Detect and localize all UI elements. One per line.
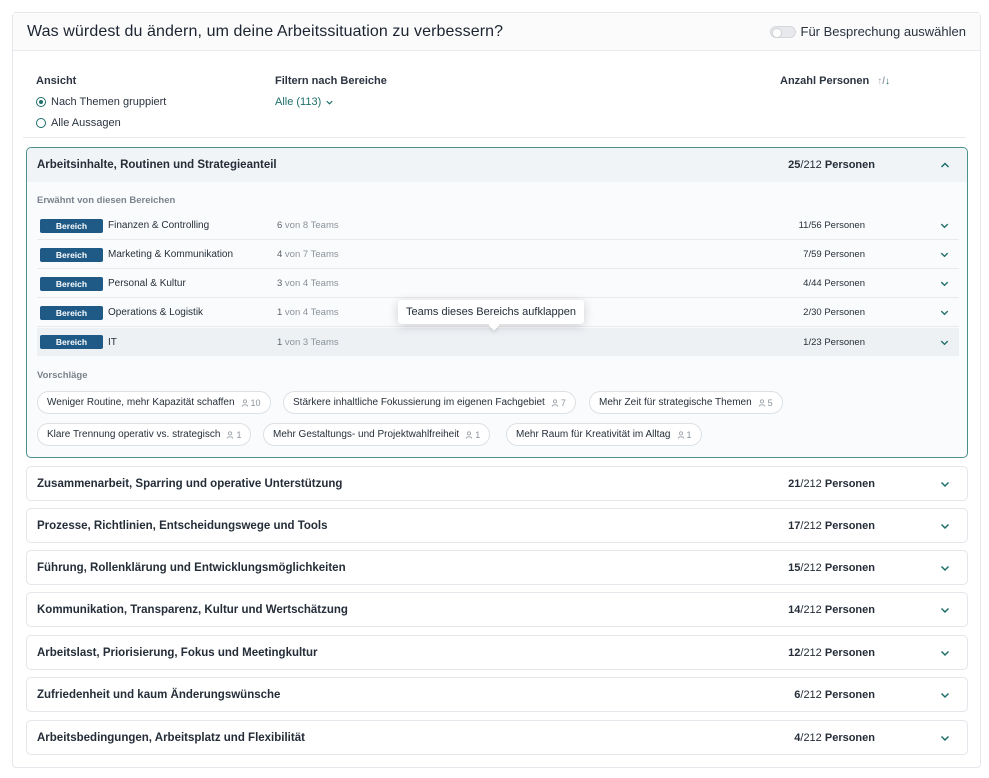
chevron-down-icon[interactable] <box>939 647 951 659</box>
toggle-switch[interactable] <box>770 26 796 38</box>
topic-group[interactable] <box>26 550 968 585</box>
suggestion-chip[interactable] <box>283 391 576 414</box>
sort-icon[interactable] <box>877 76 890 87</box>
department-name: Operations & Logistik <box>108 307 204 318</box>
topic-group-header[interactable] <box>27 509 967 542</box>
department-badge: Bereich <box>40 306 103 320</box>
topic-title: Führung, Rollenklärung und Entwicklungsmöglichkeiten <box>37 561 346 574</box>
topic-count: 25/212 Personen <box>788 159 875 171</box>
department-row[interactable] <box>37 270 959 298</box>
person-icon <box>551 399 559 407</box>
suggestion-text: Weniger Routine, mehr Kapazität schaffen <box>47 397 235 408</box>
chevron-down-icon[interactable] <box>939 307 950 318</box>
topic-title: Zusammenarbeit, Sparring und operative Unterstützung <box>37 477 343 490</box>
topic-title: Arbeitslast, Priorisierung, Fokus und Meetingkultur <box>37 646 318 659</box>
suggestion-text: Mehr Raum für Kreativität im Alltag <box>516 429 671 440</box>
department-person-count: 2/30 Personen <box>803 307 865 318</box>
discussion-toggle[interactable] <box>770 24 967 39</box>
question-title: Was würdest du ändern, um deine Arbeitssituation zu verbessern? <box>27 22 504 40</box>
topic-group[interactable] <box>26 677 968 712</box>
sort-up-icon: ↑ <box>877 75 883 87</box>
filter-value: Alle (113) <box>275 96 322 108</box>
topic-count: 21/212 Personen <box>788 477 875 490</box>
department-row[interactable] <box>37 241 959 269</box>
suggestion-text: Stärkere inhaltliche Fokussierung im eigenen Fachgebiet <box>293 397 545 408</box>
department-name: Finanzen & Controlling <box>108 220 210 231</box>
teams-count: 1 von 4 Teams <box>277 307 339 318</box>
chevron-down-icon[interactable] <box>939 278 950 289</box>
suggestion-chip[interactable] <box>263 423 490 446</box>
count-sort-header[interactable] <box>780 75 890 87</box>
tooltip: Teams dieses Bereichs aufklappen <box>398 300 584 324</box>
topic-count: 14/212 Personen <box>788 603 875 616</box>
department-name: Marketing & Kommunikation <box>108 249 234 260</box>
count-label: Anzahl Personen <box>780 75 870 87</box>
view-label: Ansicht <box>36 75 77 87</box>
person-icon <box>465 431 473 439</box>
teams-count: 1 von 3 Teams <box>277 336 339 348</box>
department-badge: Bereich <box>40 335 103 349</box>
suggestion-chip[interactable] <box>37 423 251 446</box>
view-option-label: Nach Themen gruppiert <box>51 96 167 108</box>
filter-label: Filtern nach Bereiche <box>275 75 387 87</box>
topic-group-header[interactable] <box>27 721 967 754</box>
person-count: 1 <box>465 430 480 440</box>
teams-count: 6 von 8 Teams <box>277 220 339 231</box>
topic-count: 17/212 Personen <box>788 519 875 532</box>
topic-group-header[interactable] <box>27 636 967 669</box>
topic-title: Arbeitsbedingungen, Arbeitsplatz und Flexibilität <box>37 731 305 744</box>
suggestion-text: Mehr Zeit für strategische Themen <box>599 397 752 408</box>
person-icon <box>241 399 249 407</box>
chevron-down-icon[interactable] <box>939 604 951 616</box>
chevron-down-icon[interactable] <box>939 478 951 490</box>
topic-group-header[interactable] <box>27 678 967 711</box>
mentioned-label: Erwähnt von diesen Bereichen <box>37 195 176 206</box>
topic-count: 6/212 Personen <box>794 688 875 701</box>
topic-group-header[interactable] <box>27 148 967 182</box>
department-person-count: 7/59 Personen <box>803 249 865 260</box>
chevron-down-icon[interactable] <box>939 732 951 744</box>
department-name: Personal & Kultur <box>108 278 186 289</box>
department-person-count: 4/44 Personen <box>803 278 865 289</box>
department-name: IT <box>108 336 117 348</box>
card-header <box>13 13 980 51</box>
department-badge: Bereich <box>40 277 103 291</box>
topic-group[interactable] <box>26 466 968 501</box>
topic-group[interactable] <box>26 592 968 627</box>
chevron-up-icon[interactable] <box>939 159 951 171</box>
chevron-down-icon[interactable] <box>939 520 951 532</box>
topic-count: 15/212 Personen <box>788 561 875 574</box>
topic-group-header[interactable] <box>27 467 967 500</box>
suggestion-chip[interactable] <box>37 391 271 414</box>
topic-group[interactable] <box>26 508 968 543</box>
person-icon <box>226 431 234 439</box>
topic-title: Arbeitsinhalte, Routinen und Strategieanteil <box>37 159 277 171</box>
chevron-down-icon <box>325 98 334 107</box>
controls-bar <box>23 60 953 129</box>
topic-count: 12/212 Personen <box>788 646 875 659</box>
topic-group[interactable] <box>26 635 968 670</box>
topic-title: Kommunikation, Transparenz, Kultur und Wertschätzung <box>37 603 348 616</box>
chevron-down-icon[interactable] <box>939 689 951 701</box>
topic-count: 4/212 Personen <box>794 731 875 744</box>
department-badge: Bereich <box>40 219 103 233</box>
chevron-down-icon[interactable] <box>939 220 950 231</box>
person-count: 1 <box>226 430 241 440</box>
sort-separator: / <box>882 75 886 87</box>
view-option-label: Alle Aussagen <box>51 117 121 129</box>
suggestion-chip[interactable] <box>589 391 783 414</box>
radio-icon[interactable] <box>36 118 46 128</box>
topic-title: Prozesse, Richtlinien, Entscheidungswege und Tools <box>37 519 328 532</box>
topic-group[interactable] <box>26 720 968 755</box>
department-badge: Bereich <box>40 248 103 262</box>
department-person-count: 1/23 Personen <box>803 336 865 348</box>
department-row[interactable] <box>37 212 959 240</box>
suggestion-chip[interactable] <box>506 423 702 446</box>
teams-count: 3 von 4 Teams <box>277 278 339 289</box>
view-option-grouped[interactable] <box>36 96 166 108</box>
controls-divider <box>23 137 966 138</box>
radio-selected-icon[interactable] <box>36 97 46 107</box>
person-count: 1 <box>677 430 692 440</box>
teams-count: 4 von 7 Teams <box>277 249 339 260</box>
suggestions-label: Vorschläge <box>37 370 88 381</box>
topic-title: Zufriedenheit und kaum Änderungswünsche <box>37 688 281 701</box>
filter-dropdown[interactable] <box>275 96 334 108</box>
toggle-label: Für Besprechung auswählen <box>800 24 966 39</box>
person-count: 5 <box>758 398 773 408</box>
department-row[interactable] <box>37 328 959 356</box>
person-icon <box>677 431 685 439</box>
chevron-down-icon[interactable] <box>939 249 950 260</box>
person-count: 10 <box>241 398 261 408</box>
chevron-down-icon[interactable] <box>939 337 950 348</box>
person-icon <box>758 399 766 407</box>
suggestion-text: Mehr Gestaltungs- und Projektwahlfreiheit <box>273 429 460 440</box>
view-option-all[interactable] <box>36 117 121 129</box>
suggestion-text: Klare Trennung operativ vs. strategisch <box>47 429 221 440</box>
chevron-down-icon[interactable] <box>939 562 951 574</box>
department-person-count: 11/56 Personen <box>798 220 865 231</box>
sort-down-icon: ↓ <box>885 75 891 87</box>
person-count: 7 <box>551 398 566 408</box>
topic-group-header[interactable] <box>27 593 967 626</box>
topic-group-header[interactable] <box>27 551 967 584</box>
